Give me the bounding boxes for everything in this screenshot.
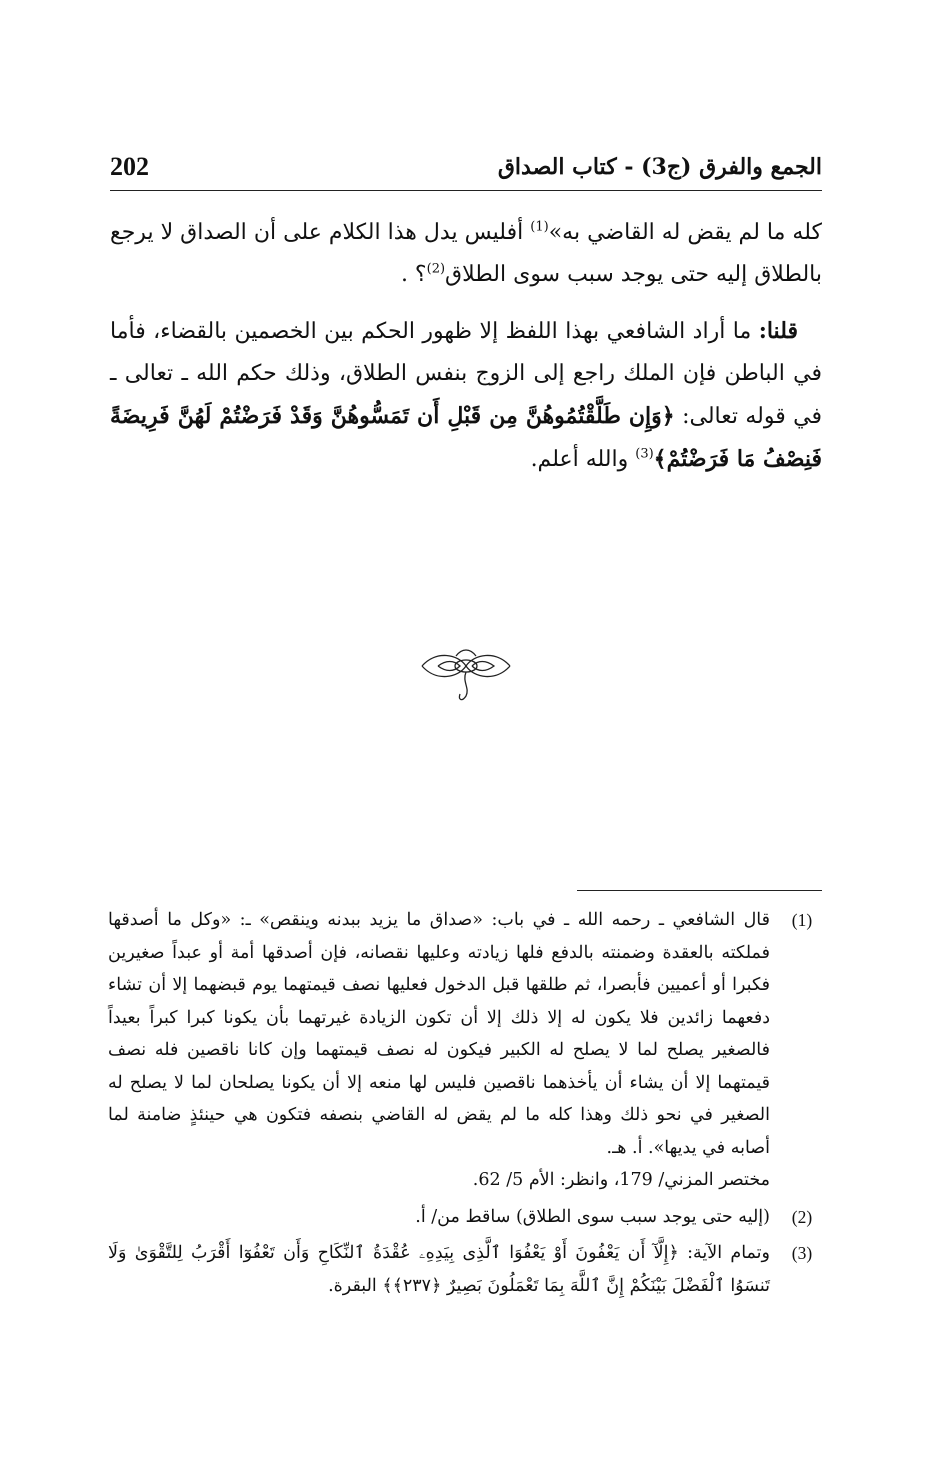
main-text: [110, 212, 822, 495]
page-number: 202: [110, 152, 149, 181]
paragraph-1-end: ؟ .: [400, 262, 427, 287]
footnote-ref-3[interactable]: (3): [635, 446, 654, 462]
footnote-3-number: (3): [791, 1243, 813, 1263]
page-header: [110, 152, 822, 190]
paragraph-2-lead: قلنا:: [758, 318, 798, 344]
footnote-separator: [577, 890, 822, 891]
footnotes: [108, 904, 820, 1306]
paragraph-2-end: والله أعلم.: [530, 447, 636, 472]
footnote-ref-1[interactable]: (1): [530, 219, 549, 235]
footnote-2: [108, 1201, 820, 1234]
footnote-ref-2[interactable]: (2): [426, 261, 446, 277]
paragraph-2: [110, 310, 822, 481]
running-title: الجمع والفرق (ج3) - كتاب الصداق: [497, 154, 822, 180]
footnote-1-text: قال الشافعي ـ رحمه الله ـ في باب: «صداق ما يزيد ببدنه وينقص» ـ: «وكل ما أصدقها فملكته بالعقدة وضمنته بالدفع فلها زيادته وعليها نقصانه، فإن أصدقها أمة أو عبداً صغيرين فكبرا أو أعميين فأبصرا، ثم طلقها قبل الدخول فعليها نصف قيمتهما يوم قبضهما إلا أن تشاء دفعهما زائدين فلا يكون له إلا ذلك إلا أن تكون الزيادة غيرتهما بأن يكونا كبرا كبراً بعيداً فالصغير يصلح لما لا يصلح له الكبير فيكون له نصف قيمتهما وإن كانا ناقصين فله نصف قيمتهما إلا أن يشاء أن يأخذهما ناقصين فليس لها منعه إلا أن يكونا يصلحان لما لا يصلح له الصغير في نحو ذلك وهذا كله ما لم يقض له القاضي بنصفه فتكون هي حينئذٍ ضامنة لما أصابه في يديها». أ. هـ.: [108, 910, 770, 1158]
paragraph-1: [110, 212, 822, 296]
quran-verse: ﴿وَإِن طَلَّقْتُمُوهُنَّ مِن قَبْلِ أَن تَمَسُّوهُنَّ وَقَدْ فَرَضْتُمْ لَهُنَّ فَرِيضَةً فَنِصْفُ مَا فَرَضْتُمْ﴾: [110, 403, 822, 472]
ornament-divider-icon: [418, 644, 514, 706]
footnote-3-text: وتمام الآية: ﴿إِلَّآ أَن يَعْفُونَ أَوْ يَعْفُوَا ٱلَّذِى بِيَدِهِۦ عُقْدَةُ ٱلنِّكَاحِ وَأَن تَعْفُوٓا أَقْرَبُ لِلتَّقْوَىٰ وَلَا تَنسَوُا ٱلْفَضْلَ بَيْنَكُمْ إِنَّ ٱللَّهَ بِمَا تَعْمَلُونَ بَصِيرٌ ﴿٢٣٧﴾﴾ البقرة.: [108, 1243, 770, 1296]
paragraph-1-text-2: أفليس يدل هذا الكلام على أن الصداق لا يرجع بالطلاق إليه حتى يوجد سبب سوى الطلاق: [110, 220, 822, 287]
footnote-1-source: مختصر المزني/ 179، وانظر: الأم 5/ 62.: [472, 1170, 770, 1190]
footnote-1-number: (1): [791, 910, 813, 930]
footnote-3: [108, 1237, 820, 1302]
footnote-2-number: (2): [791, 1206, 813, 1227]
paragraph-2-text: ما أراد الشافعي بهذا اللفظ إلا ظهور الحكم بين الخصمين بالقضاء، فأما في الباطن فإن الملك راجع إلى الزوج بنفس الطلاق، وذلك حكم الله ـ تعالى ـ في قوله تعالى:: [110, 319, 822, 429]
header-rule: [110, 190, 822, 191]
paragraph-1-text: كله ما لم يقض له القاضي به»: [548, 220, 822, 245]
footnote-1: [108, 904, 820, 1197]
footnote-2-text: (إليه حتى يوجد سبب سوى الطلاق) ساقط من/ أ.: [415, 1206, 770, 1227]
